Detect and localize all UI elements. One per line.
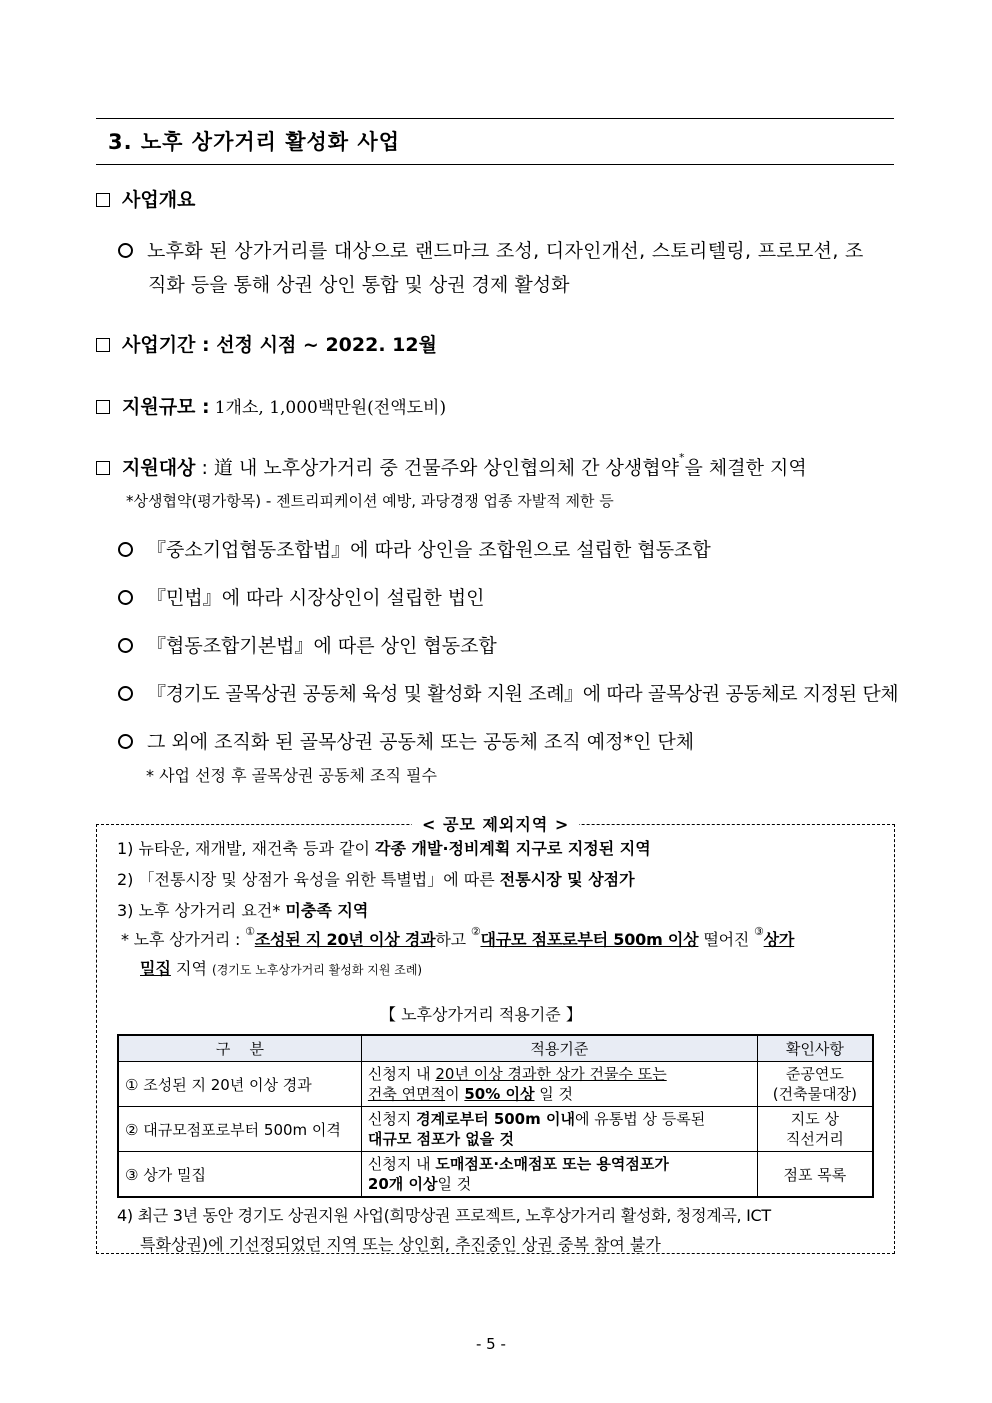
table-row xyxy=(118,1107,873,1152)
target-note: *상생협약(평가항목) - 젠트리피케이션 예방, 과당경쟁 업종 자발적 제한 등 xyxy=(126,492,614,510)
table-row xyxy=(118,1062,873,1107)
table-header-row xyxy=(118,1035,873,1062)
page-number: - 5 - xyxy=(476,1335,506,1353)
checkbox-icon xyxy=(96,338,110,352)
row-criteria: 신청지 경계로부터 500m 이내에 유통법 상 등록된 대규모 점포가 없을 것 xyxy=(361,1107,757,1152)
notice-line-5: 밀집 지역 (경기도 노후상가거리 활성화 지원 조례) xyxy=(140,959,423,978)
scale-line: 지원규모 : 1개소, 1,000백만원(전액도비) xyxy=(96,392,446,419)
row-criteria: 신청지 내 도매점포·소매점포 또는 용역점포가 20개 이상일 것 xyxy=(361,1152,757,1198)
notice-line-4: * 노후 상가거리 : ①조성된 지 20년 이상 경과하고 ②대규모 점포로부터 500m 이상 떨어진 ③상가 xyxy=(121,925,795,949)
title-top-rule xyxy=(96,118,894,119)
target-item: 그 외에 조직화 된 골목상권 공동체 또는 공동체 조직 예정*인 단체 xyxy=(118,727,694,754)
period-line: 사업기간 : 선정 시점 ~ 2022. 12월 xyxy=(96,330,437,357)
notice-line-6: 4) 최근 3년 동안 경기도 상권지원 사업(희망상권 프로젝트, 노후상가거리 활성화, 청정계곡, ICT xyxy=(117,1206,771,1225)
table-row xyxy=(118,1152,873,1198)
overview-bullet-cont: 직화 등을 통해 상권 상인 통합 및 상권 경제 활성화 xyxy=(148,274,570,296)
target-item: 『협동조합기본법』에 따른 상인 협동조합 xyxy=(118,631,497,658)
notice-line-3: 3) 노후 상가거리 요건* 미충족 지역 xyxy=(117,901,369,920)
title-bottom-rule xyxy=(96,164,894,165)
target-item: 『경기도 골목상권 공동체 육성 및 활성화 지원 조례』에 따라 골목상권 공동체로 지정된 단체 xyxy=(118,679,898,706)
table-header: 구 분 xyxy=(118,1035,361,1062)
circle-bullet-icon xyxy=(118,686,133,701)
notice-title: < 공모 제외지역 > xyxy=(412,812,579,835)
criteria-table-title: 【 노후상가거리 적용기준 】 xyxy=(380,1005,582,1024)
checkbox-icon xyxy=(96,461,110,475)
table-header: 확인사항 xyxy=(757,1035,873,1062)
circle-bullet-icon xyxy=(118,590,133,605)
table-header: 적용기준 xyxy=(361,1035,757,1062)
target-item: 『중소기업협동조합법』에 따라 상인을 조합원으로 설립한 협동조합 xyxy=(118,535,711,562)
row-check: 지도 상 직선거리 xyxy=(757,1107,873,1152)
row-category: ② 대규모점포로부터 500m 이격 xyxy=(118,1107,361,1152)
target-item: 『민법』에 따라 시장상인이 설립한 법인 xyxy=(118,583,484,610)
overview-bullet: 노후화 된 상가거리를 대상으로 랜드마크 조성, 디자인개선, 스토리텔링, 프로모션, 조 xyxy=(118,236,908,263)
checkbox-icon xyxy=(96,400,110,414)
target-line: 지원대상 : 道 내 노후상가거리 중 건물주와 상인협의체 간 상생협약*을 체결한 지역 xyxy=(96,453,807,480)
target-item-note: * 사업 선정 후 골목상권 공동체 조직 필수 xyxy=(146,766,437,785)
circle-bullet-icon xyxy=(118,243,133,258)
notice-line-2: 2) 「전통시장 및 상점가 육성을 위한 특별법」에 따른 전통시장 및 상점가 xyxy=(117,870,635,889)
notice-line-7: 특화상권)에 기선정되었던 지역 또는 상인회, 추진중인 상권 중복 참여 불가 xyxy=(140,1235,661,1254)
row-category: ① 조성된 지 20년 이상 경과 xyxy=(118,1062,361,1107)
circle-bullet-icon xyxy=(118,542,133,557)
criteria-table xyxy=(117,1034,874,1198)
circle-bullet-icon xyxy=(118,638,133,653)
overview-heading: 사업개요 xyxy=(96,185,195,212)
section-title: 3. 노후 상가거리 활성화 사업 xyxy=(108,130,400,154)
row-check: 점포 목록 xyxy=(757,1152,873,1198)
circle-bullet-icon xyxy=(118,734,133,749)
checkbox-icon xyxy=(96,193,110,207)
row-check: 준공연도 (건축물대장) xyxy=(757,1062,873,1107)
row-category: ③ 상가 밀집 xyxy=(118,1152,361,1198)
row-criteria: 신청지 내 20년 이상 경과한 상가 건물수 또는 건축 연면적이 50% 이상 일 것 xyxy=(361,1062,757,1107)
notice-line-1: 1) 뉴타운, 재개발, 재건축 등과 같이 각종 개발·정비계획 지구로 지정된 지역 xyxy=(117,839,651,858)
